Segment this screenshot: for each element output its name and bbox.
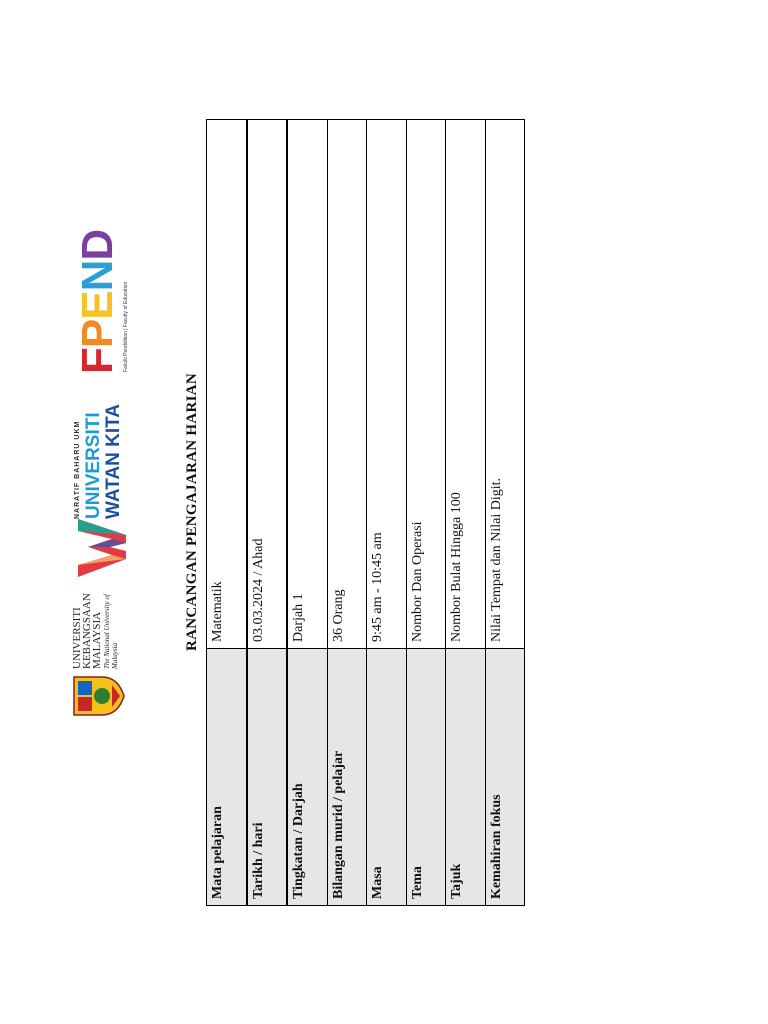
lesson-plan-table xyxy=(206,119,525,906)
table-row xyxy=(367,120,407,906)
uwk-w-icon xyxy=(74,517,128,577)
ukm-line-3: MALAYSIA xyxy=(91,611,103,669)
ukm-wordmark xyxy=(72,589,119,669)
row-label: Tajuk xyxy=(446,649,486,906)
table-row xyxy=(247,120,288,906)
row-label: Tema xyxy=(406,649,446,906)
uwk-line-1: UNIVERSITI xyxy=(83,412,104,519)
table-row xyxy=(207,120,247,906)
row-label: Mata pelajaran xyxy=(207,649,247,906)
row-value: Nilai Tempat dan Nilai Digit. xyxy=(485,120,525,649)
fpend-wordmark: FPEND xyxy=(73,229,122,374)
row-value: 9:45 am - 10:45 am xyxy=(367,120,407,649)
table-row xyxy=(446,120,486,906)
row-label: Bilangan murid / pelajar xyxy=(327,649,367,906)
row-value: 36 Orang xyxy=(327,120,367,649)
row-label: Tingkatan / Darjah xyxy=(287,649,327,906)
table-row xyxy=(287,120,327,906)
row-value: Matematik xyxy=(207,120,247,649)
logo-header xyxy=(70,229,140,719)
row-value: Darjah 1 xyxy=(287,120,327,649)
row-label: Masa xyxy=(367,649,407,906)
universiti-watan-kita-logo xyxy=(70,387,130,577)
ukm-line-2: KEBANGSAAN xyxy=(81,593,93,669)
row-value: Nombor Dan Operasi xyxy=(406,120,446,649)
fpend-logo xyxy=(73,229,136,374)
document-title: RANCANGAN PENGAJARAN HARIAN xyxy=(184,372,200,652)
row-label: Kemahiran fokus xyxy=(485,649,525,906)
table-row xyxy=(485,120,525,906)
ukm-crest-logo xyxy=(70,673,126,719)
table-row xyxy=(327,120,367,906)
row-value: Nombor Bulat Hingga 100 xyxy=(446,120,486,649)
uwk-line-2: WATAN KITA xyxy=(103,403,124,519)
uwk-tagline: NARATIF BAHARU UKM xyxy=(74,420,81,519)
fpend-subtitle: Fakulti Pendidikan | Faculty of Education xyxy=(123,281,129,372)
row-label: Tarikh / hari xyxy=(247,649,288,906)
table-row xyxy=(406,120,446,906)
ukm-tagline: The National University of Malaysia xyxy=(103,594,119,669)
row-value: 03.03.2024 / Ahad xyxy=(247,120,288,649)
ukm-line-1: UNIVERSITI xyxy=(71,607,83,669)
